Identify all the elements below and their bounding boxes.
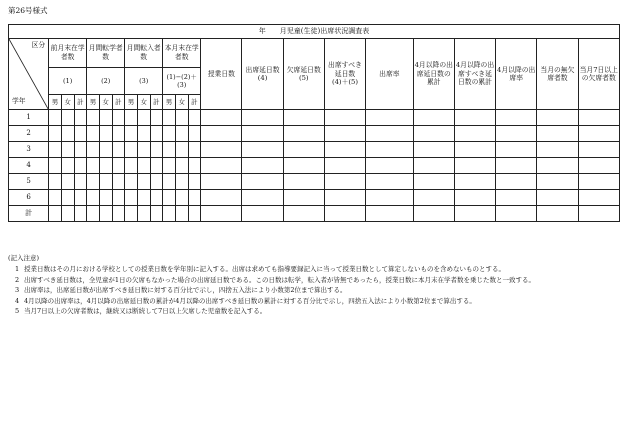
corner-header xyxy=(9,39,49,110)
entry-cell[interactable] xyxy=(74,142,87,158)
entry-cell[interactable] xyxy=(87,142,100,158)
entry-cell[interactable] xyxy=(366,126,414,142)
entry-cell[interactable] xyxy=(454,206,495,222)
note-number: 2 xyxy=(15,275,20,284)
sex-label-female: 女 xyxy=(99,95,112,110)
attendance-table xyxy=(8,24,620,222)
entry-cell[interactable] xyxy=(87,158,100,174)
entry-cell[interactable] xyxy=(74,206,87,222)
entry-cell[interactable] xyxy=(175,174,188,190)
entry-cell[interactable] xyxy=(366,190,414,206)
entry-cell[interactable] xyxy=(188,158,201,174)
header-transfer-out-num: (3) xyxy=(125,67,163,95)
entry-cell[interactable] xyxy=(242,190,283,206)
entry-cell[interactable] xyxy=(578,174,619,190)
entry-cell[interactable] xyxy=(496,190,537,206)
entry-cell[interactable] xyxy=(175,142,188,158)
entry-cell[interactable] xyxy=(99,174,112,190)
note-item xyxy=(8,275,620,285)
note-item xyxy=(8,306,620,316)
entry-cell[interactable] xyxy=(578,142,619,158)
entry-cell[interactable] xyxy=(112,174,125,190)
header-required-days: 出席すべき延日数 (4)＋(5) xyxy=(324,39,365,110)
entry-cell[interactable] xyxy=(283,174,324,190)
entry-cell[interactable] xyxy=(242,174,283,190)
entry-cell[interactable] xyxy=(150,206,163,222)
entry-cell[interactable] xyxy=(163,206,176,222)
note-number: 1 xyxy=(15,265,20,274)
sex-label-total: 計 xyxy=(150,95,163,110)
entry-cell[interactable] xyxy=(324,126,365,142)
entry-cell[interactable] xyxy=(61,190,74,206)
header-current-formula: (1)−(2)＋(3) xyxy=(163,67,201,95)
entry-cell[interactable] xyxy=(74,190,87,206)
entry-cell[interactable] xyxy=(324,190,365,206)
entry-cell[interactable] xyxy=(163,158,176,174)
header-no-absence: 当月の無欠席者数 xyxy=(537,39,578,110)
entry-cell[interactable] xyxy=(537,158,578,174)
entry-cell[interactable] xyxy=(188,142,201,158)
entry-cell[interactable] xyxy=(366,158,414,174)
entry-cell[interactable] xyxy=(125,206,138,222)
entry-cell[interactable] xyxy=(150,110,163,126)
grade-label: 1 xyxy=(9,110,49,126)
entry-cell[interactable] xyxy=(61,174,74,190)
sex-label-female: 女 xyxy=(175,95,188,110)
entry-cell[interactable] xyxy=(112,142,125,158)
entry-cell[interactable] xyxy=(324,158,365,174)
note-text: 出席率は，出席延日数が出席すべき延日数に対する百分比で示し，四捨五入法により小数第2位まで算出する。 xyxy=(24,286,347,295)
notes-section xyxy=(8,253,620,316)
entry-cell[interactable] xyxy=(454,126,495,142)
entry-cell[interactable] xyxy=(61,206,74,222)
header-class-days: 授業日数 xyxy=(201,39,242,110)
header-attendance-days: 出席延日数 (4) xyxy=(242,39,283,110)
entry-cell[interactable] xyxy=(188,126,201,142)
entry-cell[interactable] xyxy=(283,206,324,222)
entry-cell[interactable] xyxy=(125,126,138,142)
entry-cell[interactable] xyxy=(61,110,74,126)
entry-cell[interactable] xyxy=(242,158,283,174)
sex-label-female: 女 xyxy=(137,95,150,110)
entry-cell[interactable] xyxy=(578,110,619,126)
entry-cell[interactable] xyxy=(283,158,324,174)
entry-cell[interactable] xyxy=(496,110,537,126)
entry-cell[interactable] xyxy=(125,174,138,190)
table-row xyxy=(9,142,620,158)
sex-label-male: 男 xyxy=(87,95,100,110)
entry-cell[interactable] xyxy=(201,158,242,174)
entry-cell[interactable] xyxy=(366,110,414,126)
entry-cell[interactable] xyxy=(175,126,188,142)
entry-cell[interactable] xyxy=(496,126,537,142)
sex-label-total: 計 xyxy=(188,95,201,110)
entry-cell[interactable] xyxy=(61,158,74,174)
entry-cell[interactable] xyxy=(454,174,495,190)
sex-label-total: 計 xyxy=(74,95,87,110)
entry-cell[interactable] xyxy=(112,110,125,126)
entry-cell[interactable] xyxy=(163,142,176,158)
entry-cell[interactable] xyxy=(125,110,138,126)
entry-cell[interactable] xyxy=(99,206,112,222)
note-text: 授業日数はその月における学校としての授業日数を学年別に記入する。出席は求めても指導要録記入に当って授業日数として算定しないものを含めないものとする。 xyxy=(24,265,505,274)
entry-cell[interactable] xyxy=(201,206,242,222)
entry-cell[interactable] xyxy=(49,174,62,190)
entry-cell[interactable] xyxy=(413,126,454,142)
grade-label: 2 xyxy=(9,126,49,142)
form-label: 第26号様式 xyxy=(8,6,48,15)
entry-cell[interactable] xyxy=(61,126,74,142)
entry-cell[interactable] xyxy=(112,206,125,222)
entry-cell[interactable] xyxy=(125,190,138,206)
table-row xyxy=(9,190,620,206)
entry-cell[interactable] xyxy=(578,190,619,206)
entry-cell[interactable] xyxy=(201,126,242,142)
entry-cell[interactable] xyxy=(366,206,414,222)
corner-label-top: 区分 xyxy=(31,41,46,49)
header-absent-7days: 当月7日以上の欠席者数 xyxy=(578,39,619,110)
entry-cell[interactable] xyxy=(137,190,150,206)
entry-cell[interactable] xyxy=(74,126,87,142)
entry-cell[interactable] xyxy=(324,174,365,190)
note-number: 5 xyxy=(15,306,20,315)
entry-cell[interactable] xyxy=(137,142,150,158)
entry-cell[interactable] xyxy=(201,142,242,158)
entry-cell[interactable] xyxy=(413,174,454,190)
header-cumulative-rate: 4月以降の出席率 xyxy=(496,39,537,110)
table-row xyxy=(9,110,620,126)
entry-cell[interactable] xyxy=(49,206,62,222)
grade-label: 6 xyxy=(9,190,49,206)
entry-cell[interactable] xyxy=(537,110,578,126)
header-current-enrolled: 本月末在学者数 xyxy=(163,39,201,68)
entry-cell[interactable] xyxy=(74,174,87,190)
entry-cell[interactable] xyxy=(578,206,619,222)
entry-cell[interactable] xyxy=(87,110,100,126)
header-attendance-rate: 出席率 xyxy=(366,39,414,110)
notes-heading: (記入注意) xyxy=(8,254,40,262)
entry-cell[interactable] xyxy=(49,110,62,126)
note-text: 出席すべき延日数は，全児童が1日の欠席もなかった場合の出席延日数である。この日数は転学，転入者が皆無であったら，授業日数に本月末在学者数を乗じた数と一致する。 xyxy=(24,275,535,284)
note-item xyxy=(8,296,620,306)
entry-cell[interactable] xyxy=(454,142,495,158)
entry-cell[interactable] xyxy=(413,110,454,126)
entry-cell[interactable] xyxy=(125,142,138,158)
entry-cell[interactable] xyxy=(163,190,176,206)
entry-cell[interactable] xyxy=(201,110,242,126)
table-row xyxy=(9,158,620,174)
entry-cell[interactable] xyxy=(496,158,537,174)
entry-cell[interactable] xyxy=(137,110,150,126)
entry-cell[interactable] xyxy=(137,174,150,190)
entry-cell[interactable] xyxy=(150,190,163,206)
entry-cell[interactable] xyxy=(283,110,324,126)
header-cumulative-attendance: 4月以降の出席延日数の累計 xyxy=(413,39,454,110)
entry-cell[interactable] xyxy=(413,158,454,174)
sex-label-male: 男 xyxy=(163,95,176,110)
entry-cell[interactable] xyxy=(99,126,112,142)
entry-cell[interactable] xyxy=(578,158,619,174)
entry-cell[interactable] xyxy=(366,174,414,190)
note-number: 4 xyxy=(15,296,20,305)
entry-cell[interactable] xyxy=(324,142,365,158)
entry-cell[interactable] xyxy=(61,142,74,158)
entry-cell[interactable] xyxy=(242,142,283,158)
entry-cell[interactable] xyxy=(137,126,150,142)
entry-cell[interactable] xyxy=(137,158,150,174)
note-number: 3 xyxy=(15,286,20,295)
entry-cell[interactable] xyxy=(454,190,495,206)
entry-cell[interactable] xyxy=(87,206,100,222)
entry-cell[interactable] xyxy=(125,158,138,174)
entry-cell[interactable] xyxy=(150,142,163,158)
entry-cell[interactable] xyxy=(87,190,100,206)
entry-cell[interactable] xyxy=(150,126,163,142)
entry-cell[interactable] xyxy=(496,142,537,158)
entry-cell[interactable] xyxy=(163,110,176,126)
entry-cell[interactable] xyxy=(137,206,150,222)
entry-cell[interactable] xyxy=(496,174,537,190)
table-title: 年 月児童(生徒)出席状況調査表 xyxy=(9,25,620,39)
entry-cell[interactable] xyxy=(324,110,365,126)
entry-cell[interactable] xyxy=(537,126,578,142)
entry-cell[interactable] xyxy=(99,110,112,126)
header-transfer-in: 月間転学者数 xyxy=(87,39,125,68)
entry-cell[interactable] xyxy=(112,126,125,142)
entry-cell[interactable] xyxy=(283,142,324,158)
entry-cell[interactable] xyxy=(99,142,112,158)
entry-cell[interactable] xyxy=(188,190,201,206)
grade-label: 計 xyxy=(9,206,49,222)
sex-label-female: 女 xyxy=(61,95,74,110)
corner-label-bottom: 学年 xyxy=(12,96,26,105)
header-transfer-out: 月間転入者数 xyxy=(125,39,163,68)
entry-cell[interactable] xyxy=(188,174,201,190)
entry-cell[interactable] xyxy=(150,174,163,190)
entry-cell[interactable] xyxy=(99,190,112,206)
entry-cell[interactable] xyxy=(49,158,62,174)
entry-cell[interactable] xyxy=(74,110,87,126)
entry-cell[interactable] xyxy=(87,126,100,142)
header-prev-month-enrolled: 前月末在学者数 xyxy=(49,39,87,68)
entry-cell[interactable] xyxy=(496,206,537,222)
entry-cell[interactable] xyxy=(201,174,242,190)
entry-cell[interactable] xyxy=(49,142,62,158)
grade-label: 3 xyxy=(9,142,49,158)
entry-cell[interactable] xyxy=(324,206,365,222)
header-cumulative-required: 4月以降の出席すべき延日数の累計 xyxy=(454,39,495,110)
entry-cell[interactable] xyxy=(537,206,578,222)
entry-cell[interactable] xyxy=(49,190,62,206)
entry-cell[interactable] xyxy=(242,110,283,126)
table-row xyxy=(9,126,620,142)
entry-cell[interactable] xyxy=(99,158,112,174)
entry-cell[interactable] xyxy=(150,158,163,174)
entry-cell[interactable] xyxy=(112,158,125,174)
sex-label-male: 男 xyxy=(49,95,62,110)
entry-cell[interactable] xyxy=(413,206,454,222)
entry-cell[interactable] xyxy=(283,190,324,206)
entry-cell[interactable] xyxy=(163,126,176,142)
table-body xyxy=(9,110,620,222)
entry-cell[interactable] xyxy=(413,142,454,158)
entry-cell[interactable] xyxy=(454,158,495,174)
sex-label-male: 男 xyxy=(125,95,138,110)
entry-cell[interactable] xyxy=(175,190,188,206)
grade-label: 5 xyxy=(9,174,49,190)
entry-cell[interactable] xyxy=(242,126,283,142)
entry-cell[interactable] xyxy=(578,126,619,142)
table-row xyxy=(9,206,620,222)
entry-cell[interactable] xyxy=(163,174,176,190)
note-item xyxy=(8,285,620,295)
entry-cell[interactable] xyxy=(537,174,578,190)
note-text: 4月以降の出席率は，4月以降の出席延日数の累計が4月以降の出席すべき延日数の累計に対する百分比で示し，四捨五入法により小数第2位まで算出する。 xyxy=(24,296,476,305)
notes-list xyxy=(8,264,620,316)
entry-cell[interactable] xyxy=(188,206,201,222)
entry-cell[interactable] xyxy=(175,158,188,174)
entry-cell[interactable] xyxy=(537,190,578,206)
note-text: 当月7日以上の欠席者数は，継続又は断続して7日以上欠席した児童数を記入する。 xyxy=(24,306,267,315)
entry-cell[interactable] xyxy=(537,142,578,158)
table-row xyxy=(9,174,620,190)
header-prev-month-num: (1) xyxy=(49,67,87,95)
entry-cell[interactable] xyxy=(175,110,188,126)
note-item xyxy=(8,264,620,274)
header-absence-days: 欠席延日数 (5) xyxy=(283,39,324,110)
entry-cell[interactable] xyxy=(454,110,495,126)
entry-cell[interactable] xyxy=(112,190,125,206)
entry-cell[interactable] xyxy=(175,206,188,222)
entry-cell[interactable] xyxy=(87,174,100,190)
entry-cell[interactable] xyxy=(413,190,454,206)
entry-cell[interactable] xyxy=(201,190,242,206)
entry-cell[interactable] xyxy=(283,126,324,142)
entry-cell[interactable] xyxy=(242,206,283,222)
grade-label: 4 xyxy=(9,158,49,174)
sex-label-total: 計 xyxy=(112,95,125,110)
entry-cell[interactable] xyxy=(366,142,414,158)
header-transfer-in-num: (2) xyxy=(87,67,125,95)
entry-cell[interactable] xyxy=(49,126,62,142)
entry-cell[interactable] xyxy=(188,110,201,126)
entry-cell[interactable] xyxy=(74,158,87,174)
